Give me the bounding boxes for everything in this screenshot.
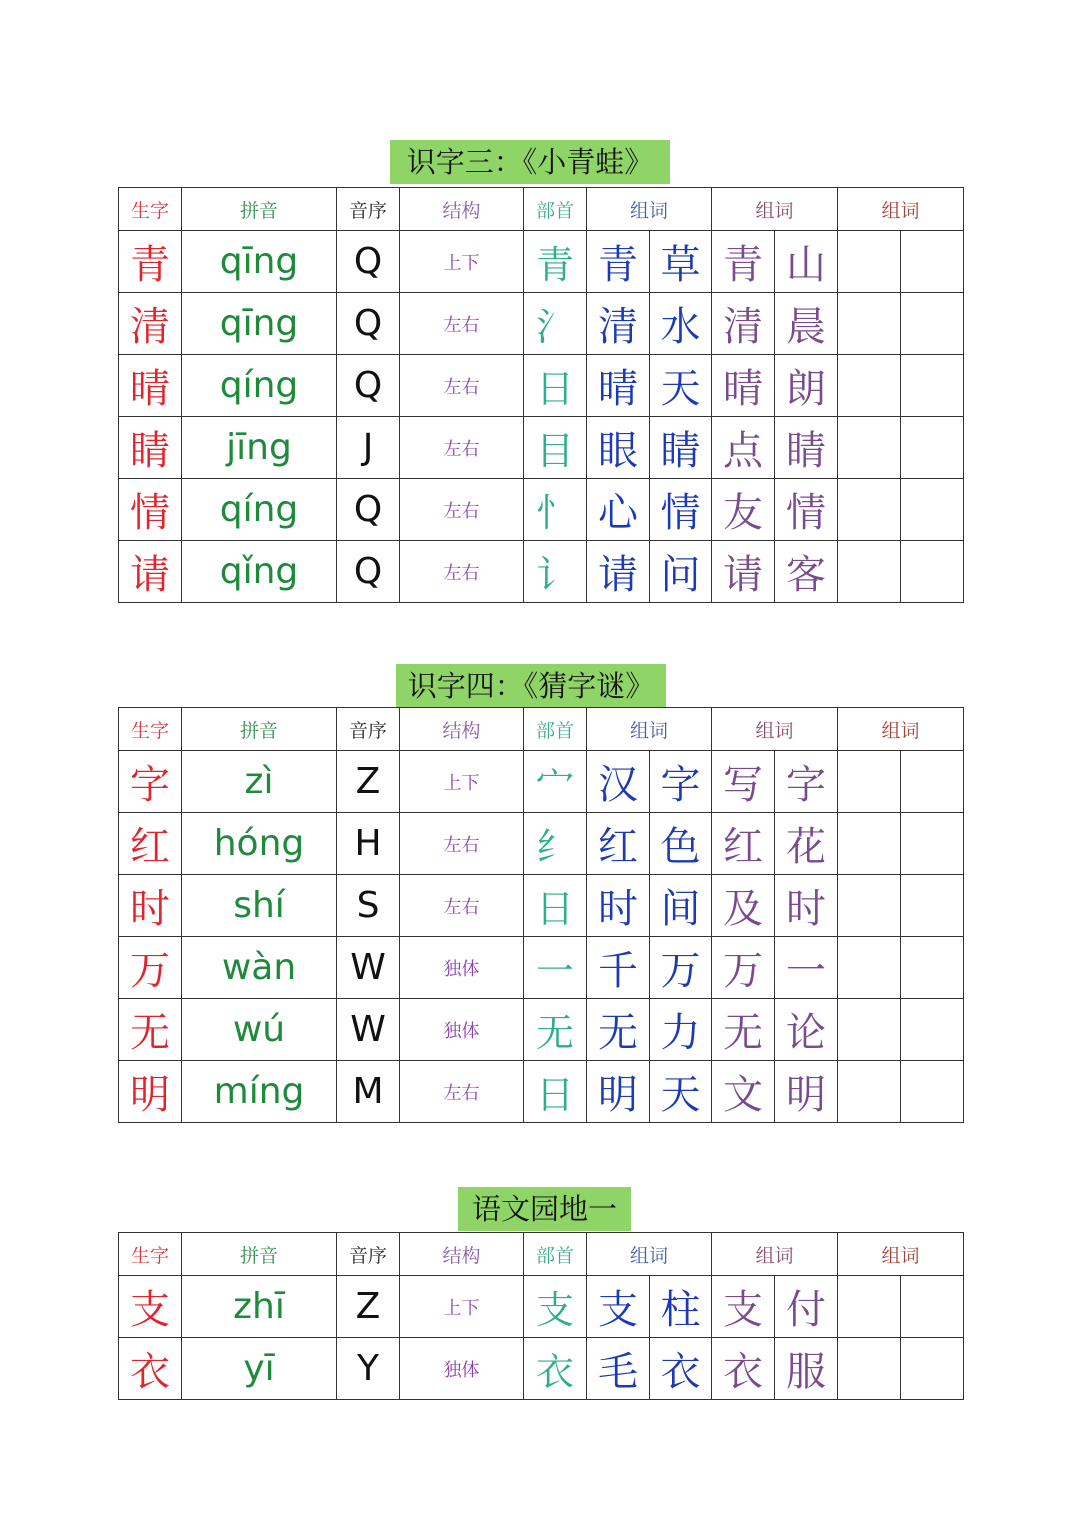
word-cell: 草 (650, 231, 712, 293)
order-cell: H (337, 813, 400, 875)
header-row (119, 188, 964, 231)
order-cell: Y (337, 1338, 400, 1400)
structure-cell: 上下 (400, 1276, 524, 1338)
empty-cell (838, 1061, 901, 1123)
word-cell: 明 (775, 1061, 838, 1123)
char-cell: 支 (119, 1276, 182, 1338)
word-cell: 时 (587, 875, 650, 937)
empty-cell (901, 231, 964, 293)
pinyin-cell: zì (182, 751, 337, 813)
pinyin-cell: jīng (182, 417, 337, 479)
char-cell: 无 (119, 999, 182, 1061)
structure-cell: 上下 (400, 751, 524, 813)
radical-cell: 一 (524, 937, 587, 999)
pinyin-cell: wàn (182, 937, 337, 999)
radical-cell: 日 (524, 355, 587, 417)
order-cell: S (337, 875, 400, 937)
pinyin-cell: zhī (182, 1276, 337, 1338)
empty-cell (838, 813, 901, 875)
word-cell: 千 (587, 937, 650, 999)
header-words-1: 组词 (587, 188, 712, 231)
word-cell: 睛 (650, 417, 712, 479)
word-cell: 论 (775, 999, 838, 1061)
vocab-table (118, 707, 964, 1123)
pinyin-cell: qǐng (182, 541, 337, 603)
pinyin-cell: qīng (182, 293, 337, 355)
header-words-1: 组词 (587, 708, 712, 751)
word-cell: 天 (650, 1061, 712, 1123)
order-cell: M (337, 1061, 400, 1123)
radical-cell: 衣 (524, 1338, 587, 1400)
word-cell: 客 (775, 541, 838, 603)
radical-cell: 日 (524, 1061, 587, 1123)
word-cell: 无 (587, 999, 650, 1061)
structure-cell: 上下 (400, 231, 524, 293)
word-cell: 字 (650, 751, 712, 813)
empty-cell (838, 1338, 901, 1400)
pinyin-cell: qíng (182, 479, 337, 541)
pinyin-cell: shí (182, 875, 337, 937)
word-cell: 睛 (775, 417, 838, 479)
word-cell: 汉 (587, 751, 650, 813)
header-pinyin: 拼音 (182, 1233, 337, 1276)
word-cell: 时 (775, 875, 838, 937)
word-cell: 晴 (587, 355, 650, 417)
char-cell: 情 (119, 479, 182, 541)
header-radical: 部首 (524, 1233, 587, 1276)
char-cell: 明 (119, 1061, 182, 1123)
radical-cell: 无 (524, 999, 587, 1061)
word-cell: 问 (650, 541, 712, 603)
table-row (119, 479, 964, 541)
word-cell: 间 (650, 875, 712, 937)
radical-cell: 目 (524, 417, 587, 479)
table-row (119, 231, 964, 293)
header-radical: 部首 (524, 708, 587, 751)
empty-cell (838, 999, 901, 1061)
char-cell: 万 (119, 937, 182, 999)
order-cell: Q (337, 541, 400, 603)
word-cell: 清 (587, 293, 650, 355)
word-cell: 万 (712, 937, 775, 999)
pinyin-cell: wú (182, 999, 337, 1061)
word-cell: 文 (712, 1061, 775, 1123)
word-cell: 青 (712, 231, 775, 293)
structure-cell: 左右 (400, 479, 524, 541)
radical-cell: 日 (524, 875, 587, 937)
section-title: 语文园地一 (458, 1187, 631, 1231)
table-row (119, 751, 964, 813)
header-radical: 部首 (524, 188, 587, 231)
char-cell: 青 (119, 231, 182, 293)
header-words-3: 组词 (838, 708, 964, 751)
vocab-table (118, 187, 964, 603)
order-cell: Q (337, 479, 400, 541)
structure-cell: 左右 (400, 417, 524, 479)
pinyin-cell: qíng (182, 355, 337, 417)
structure-cell: 独体 (400, 1338, 524, 1400)
word-cell: 点 (712, 417, 775, 479)
header-row (119, 708, 964, 751)
word-cell: 及 (712, 875, 775, 937)
empty-cell (838, 541, 901, 603)
header-pinyin: 拼音 (182, 188, 337, 231)
header-words-1: 组词 (587, 1233, 712, 1276)
radical-cell: 纟 (524, 813, 587, 875)
word-cell: 写 (712, 751, 775, 813)
word-cell: 花 (775, 813, 838, 875)
order-cell: Z (337, 1276, 400, 1338)
table-row (119, 813, 964, 875)
order-cell: Q (337, 355, 400, 417)
empty-cell (838, 231, 901, 293)
empty-cell (838, 937, 901, 999)
table-row (119, 999, 964, 1061)
header-char: 生字 (119, 1233, 182, 1276)
empty-cell (838, 417, 901, 479)
empty-cell (838, 875, 901, 937)
radical-cell: 宀 (524, 751, 587, 813)
pinyin-cell: míng (182, 1061, 337, 1123)
empty-cell (838, 751, 901, 813)
header-order: 音序 (337, 1233, 400, 1276)
section-title: 识字四：《猜字谜》 (396, 664, 666, 708)
empty-cell (838, 355, 901, 417)
word-cell: 情 (775, 479, 838, 541)
word-cell: 山 (775, 231, 838, 293)
pinyin-cell: yī (182, 1338, 337, 1400)
empty-cell (901, 541, 964, 603)
header-order: 音序 (337, 708, 400, 751)
header-words-3: 组词 (838, 1233, 964, 1276)
header-words-2: 组词 (712, 188, 838, 231)
word-cell: 支 (712, 1276, 775, 1338)
word-cell: 柱 (650, 1276, 712, 1338)
empty-cell (901, 479, 964, 541)
order-cell: W (337, 937, 400, 999)
table-row (119, 417, 964, 479)
word-cell: 衣 (712, 1338, 775, 1400)
table-row (119, 937, 964, 999)
empty-cell (901, 999, 964, 1061)
word-cell: 友 (712, 479, 775, 541)
structure-cell: 独体 (400, 937, 524, 999)
word-cell: 衣 (650, 1338, 712, 1400)
header-char: 生字 (119, 188, 182, 231)
table-row (119, 541, 964, 603)
word-cell: 清 (712, 293, 775, 355)
empty-cell (838, 479, 901, 541)
empty-cell (901, 875, 964, 937)
char-cell: 睛 (119, 417, 182, 479)
radical-cell: 讠 (524, 541, 587, 603)
table-row (119, 875, 964, 937)
pinyin-cell: qīng (182, 231, 337, 293)
char-cell: 请 (119, 541, 182, 603)
word-cell: 付 (775, 1276, 838, 1338)
radical-cell: 氵 (524, 293, 587, 355)
word-cell: 情 (650, 479, 712, 541)
header-words-2: 组词 (712, 708, 838, 751)
structure-cell: 左右 (400, 875, 524, 937)
empty-cell (901, 293, 964, 355)
word-cell: 红 (587, 813, 650, 875)
word-cell: 请 (587, 541, 650, 603)
radical-cell: 青 (524, 231, 587, 293)
empty-cell (901, 417, 964, 479)
word-cell: 力 (650, 999, 712, 1061)
word-cell: 红 (712, 813, 775, 875)
structure-cell: 左右 (400, 355, 524, 417)
word-cell: 水 (650, 293, 712, 355)
order-cell: Q (337, 293, 400, 355)
word-cell: 晴 (712, 355, 775, 417)
word-cell: 毛 (587, 1338, 650, 1400)
word-cell: 支 (587, 1276, 650, 1338)
word-cell: 字 (775, 751, 838, 813)
char-cell: 衣 (119, 1338, 182, 1400)
header-words-3: 组词 (838, 188, 964, 231)
word-cell: 无 (712, 999, 775, 1061)
radical-cell: 忄 (524, 479, 587, 541)
header-structure: 结构 (400, 188, 524, 231)
word-cell: 晨 (775, 293, 838, 355)
header-row (119, 1233, 964, 1276)
empty-cell (901, 1061, 964, 1123)
char-cell: 晴 (119, 355, 182, 417)
word-cell: 心 (587, 479, 650, 541)
empty-cell (901, 813, 964, 875)
word-cell: 请 (712, 541, 775, 603)
header-pinyin: 拼音 (182, 708, 337, 751)
word-cell: 天 (650, 355, 712, 417)
order-cell: Q (337, 231, 400, 293)
word-cell: 服 (775, 1338, 838, 1400)
empty-cell (901, 1276, 964, 1338)
char-cell: 红 (119, 813, 182, 875)
word-cell: 一 (775, 937, 838, 999)
structure-cell: 左右 (400, 1061, 524, 1123)
word-cell: 明 (587, 1061, 650, 1123)
order-cell: Z (337, 751, 400, 813)
empty-cell (838, 293, 901, 355)
empty-cell (901, 355, 964, 417)
word-cell: 色 (650, 813, 712, 875)
char-cell: 时 (119, 875, 182, 937)
word-cell: 眼 (587, 417, 650, 479)
char-cell: 清 (119, 293, 182, 355)
header-char: 生字 (119, 708, 182, 751)
vocab-table (118, 1232, 964, 1400)
header-order: 音序 (337, 188, 400, 231)
pinyin-cell: hóng (182, 813, 337, 875)
structure-cell: 左右 (400, 293, 524, 355)
section-title: 识字三：《小青蛙》 (390, 140, 670, 184)
empty-cell (901, 751, 964, 813)
structure-cell: 独体 (400, 999, 524, 1061)
empty-cell (838, 1276, 901, 1338)
header-structure: 结构 (400, 708, 524, 751)
order-cell: W (337, 999, 400, 1061)
char-cell: 字 (119, 751, 182, 813)
structure-cell: 左右 (400, 813, 524, 875)
word-cell: 万 (650, 937, 712, 999)
radical-cell: 支 (524, 1276, 587, 1338)
structure-cell: 左右 (400, 541, 524, 603)
word-cell: 青 (587, 231, 650, 293)
header-structure: 结构 (400, 1233, 524, 1276)
table-row (119, 1276, 964, 1338)
word-cell: 朗 (775, 355, 838, 417)
header-words-2: 组词 (712, 1233, 838, 1276)
table-row (119, 355, 964, 417)
table-row (119, 293, 964, 355)
table-row (119, 1061, 964, 1123)
table-row (119, 1338, 964, 1400)
empty-cell (901, 1338, 964, 1400)
empty-cell (901, 937, 964, 999)
order-cell: J (337, 417, 400, 479)
